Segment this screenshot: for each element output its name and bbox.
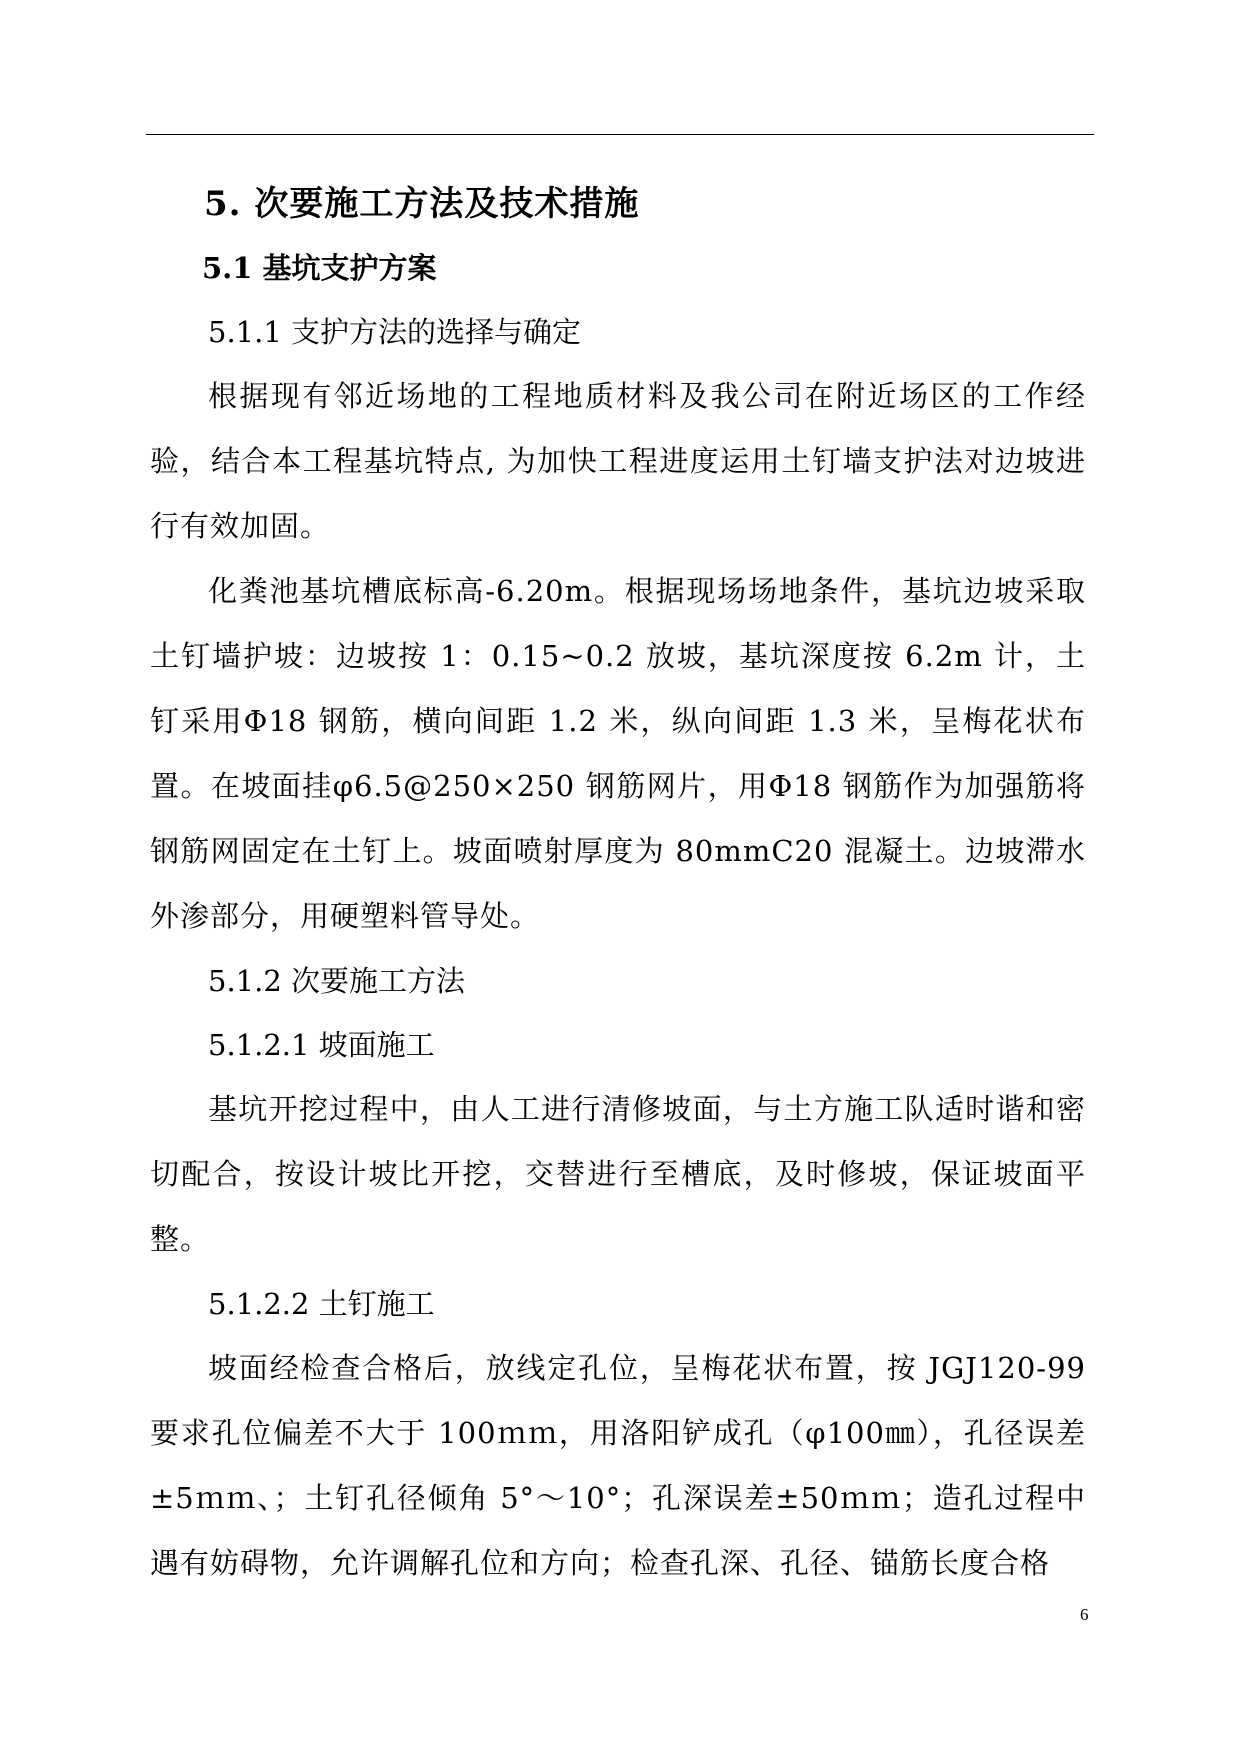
heading-5-1-2: 5.1.2 次要施工方法 <box>208 964 466 998</box>
paragraph-slope-construction: 基坑开挖过程中，由人工进行清修坡面，与土方施工队适时谐和密切配合，按设计坡比开挖，交替进行至槽底，及时修坡，保证坡面平整。 <box>150 1092 1086 1256</box>
heading-5-1-2-1: 5.1.2.1 坡面施工 <box>208 1028 435 1062</box>
paragraph-method-selection: 根据现有邻近场地的工程地质材料及我公司在附近场区的工作经验，结合本工程基坑特点, 为加快工程进度运用土钉墙支护法对边坡进行有效加固。 <box>150 379 1086 543</box>
paragraph-soil-nail-construction: 坡面经检查合格后，放线定孔位，呈梅花状布置，按 JGJ120-99 要求孔位偏差不大于 100ｍｍ，用洛阳铲成孔（φ100㎜），孔径误差±5ｍｍ、；土钉孔径倾角 5°～10°；孔深误差±50ｍｍ；造孔过程中遇有妨碍物，允许调解孔位和方向；检查孔深、孔径、锚筋长度合格 <box>150 1351 1086 1580</box>
heading-5-1-1: 5.1.1 支护方法的选择与确定 <box>208 315 582 349</box>
paragraph-soil-nail-design: 化粪池基坑槽底标高-6.20m。根据现场场地条件，基坑边坡采取土钉墙护坡：边坡按 1：0.15~0.2 放坡，基坑深度按 6.2m 计，土钉采用Φ18 钢筋，横向间距 1.2 米，纵向间距 1.3 米，呈梅花状布置。在坡面挂φ6.5@250×250 钢筋网片，用Φ18 钢筋作为加强筋将钢筋网固定在土钉上。坡面喷射厚度为 80mmC20 混凝土。边坡滞水外渗部分，用硬塑料管导处。 <box>150 574 1086 933</box>
section-title: 5. 次要施工方法及技术措施 <box>204 184 640 224</box>
subsection-title: 5.1 基坑支护方案 <box>202 251 437 285</box>
heading-5-1-2-2: 5.1.2.2 土钉施工 <box>208 1287 435 1321</box>
page-number: 6 <box>1080 1605 1089 1624</box>
header-rule <box>146 134 1094 135</box>
document-body <box>150 160 1086 1596</box>
